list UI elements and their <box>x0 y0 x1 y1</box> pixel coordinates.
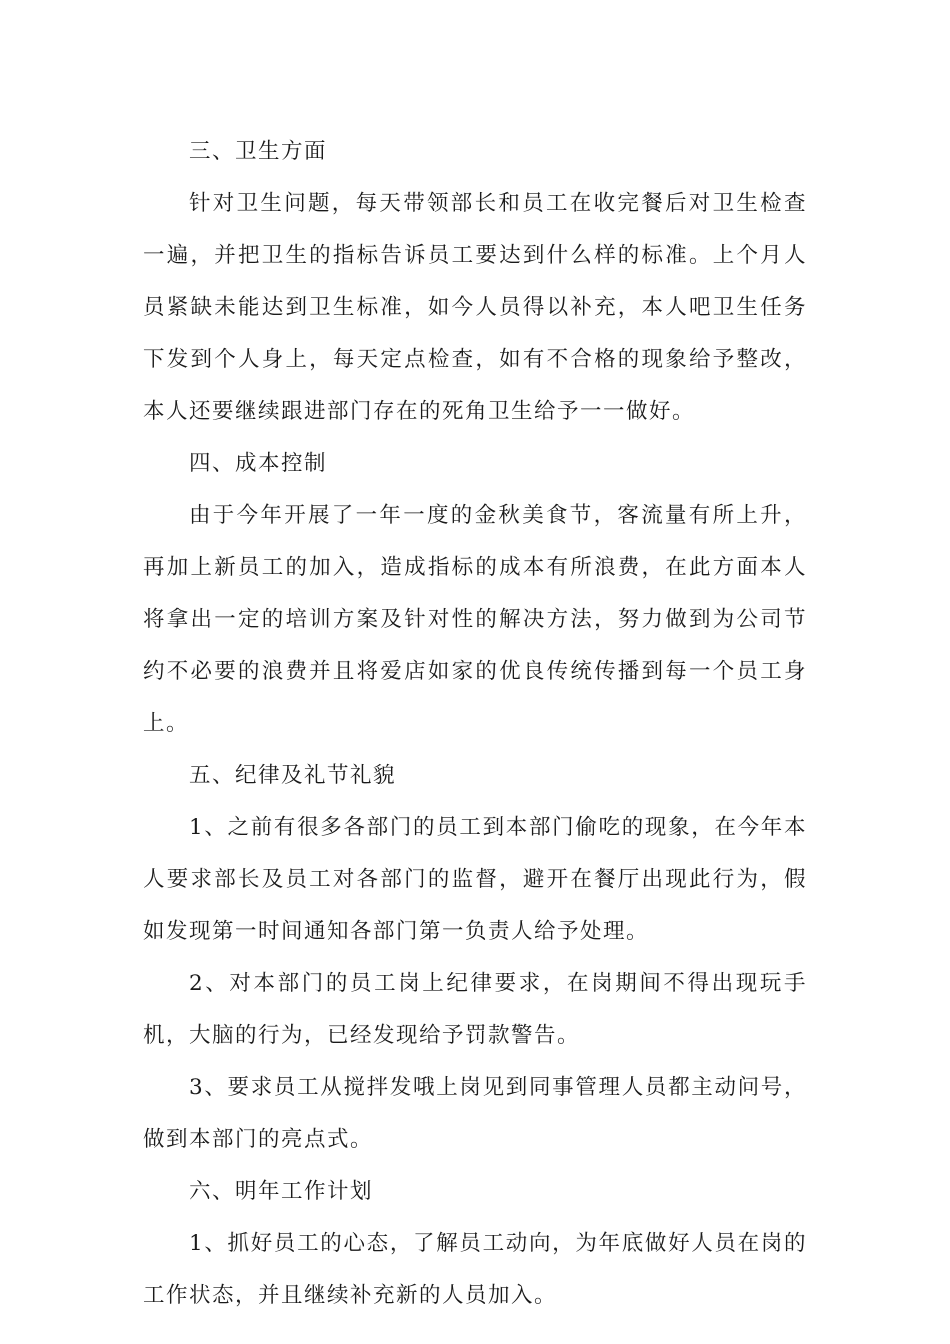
paragraph-discipline-1: 1、之前有很多各部门的员工到本部门偷吃的现象，在今年本人要求部长及员工对各部门的监督，避开在餐厅出现此行为，假如发现第一时间通知各部门第一负责人给予处理。 <box>143 815 807 944</box>
section-heading-hygiene: 三、卫生方面 <box>189 139 328 164</box>
section-heading-discipline: 五、纪律及礼节礼貌 <box>189 763 397 788</box>
paragraph-hygiene: 针对卫生问题，每天带领部长和员工在收完餐后对卫生检查一遍，并把卫生的指标告诉员工要达到什么样的标准。上个月人员紧缺未能达到卫生标准，如今人员得以补充，本人吧卫生任务下发到个人身上，每天定点检查，如有不合格的现象给予整改，本人还要继续跟进部门存在的死角卫生给予一一做好。 <box>143 191 807 424</box>
paragraph-discipline-2: 2、对本部门的员工岗上纪律要求，在岗期间不得出现玩手机，大脑的行为，已经发现给予罚款警告。 <box>143 971 807 1048</box>
paragraph-plan-1: 1、抓好员工的心态，了解员工动向，为年底做好人员在岗的工作状态，并且继续补充新的人员加入。 <box>143 1231 807 1308</box>
document-body <box>143 126 807 1322</box>
section-heading-next-year-plan: 六、明年工作计划 <box>189 1179 374 1204</box>
paragraph-cost-control: 由于今年开展了一年一度的金秋美食节，客流量有所上升，再加上新员工的加入，造成指标的成本有所浪费，在此方面本人将拿出一定的培训方案及针对性的解决方法，努力做到为公司节约不必要的浪费并且将爱店如家的优良传统传播到每一个员工身上。 <box>143 503 807 736</box>
paragraph-discipline-3: 3、要求员工从搅拌发哦上岗见到同事管理人员都主动问号，做到本部门的亮点式。 <box>143 1075 807 1152</box>
section-heading-cost-control: 四、成本控制 <box>189 451 328 476</box>
